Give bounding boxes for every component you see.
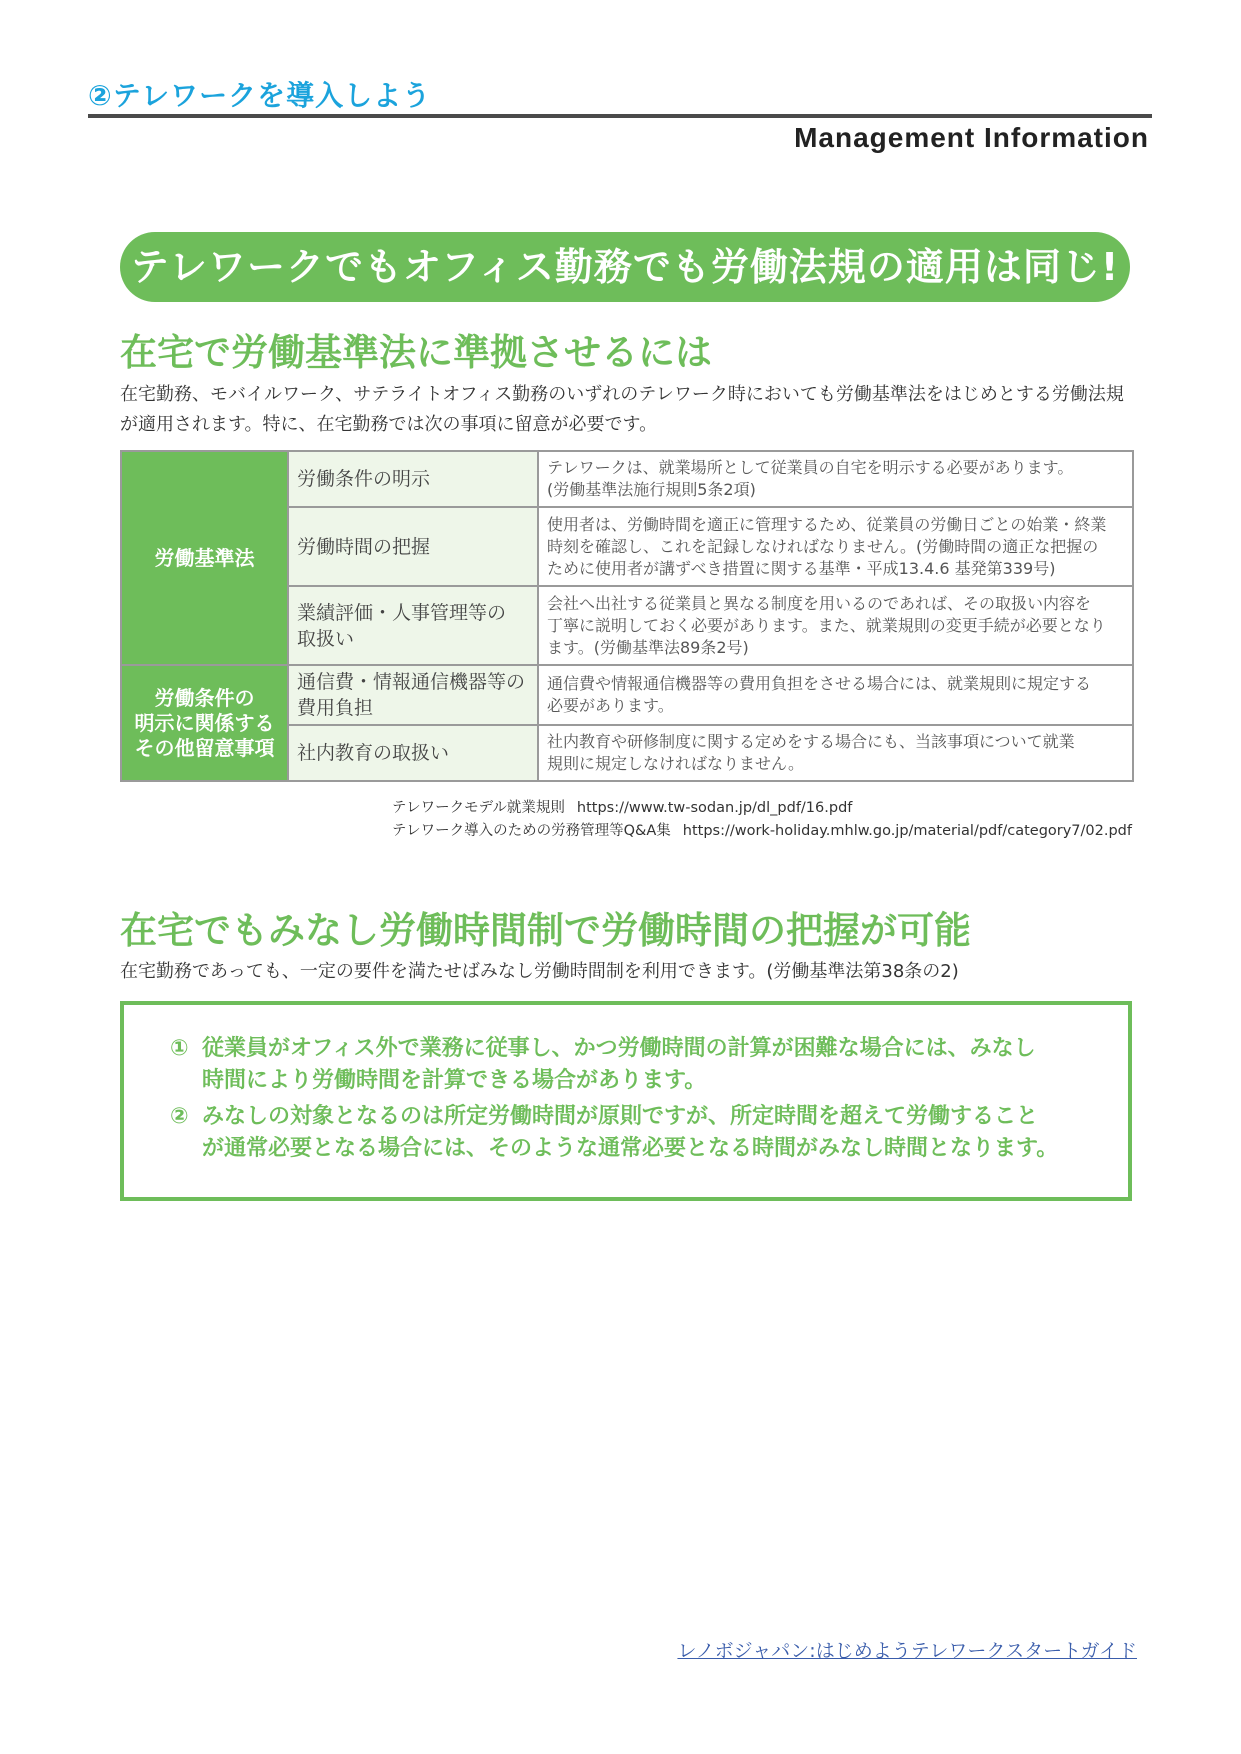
description-line: ます。(労働基準法89条2号) [547, 637, 749, 657]
lead-line: 在宅勤務、モバイルワーク、サテライトオフィス勤務のいずれのテレワーク時においても労働基準法をはじめとする労働法規 [120, 384, 1124, 405]
description-line: 必要があります。 [547, 696, 674, 715]
item-cell [288, 665, 538, 725]
labor-rules-table [120, 450, 1134, 782]
note-line: が通常必要となる場合には、そのような通常必要となる時間がみなし時間となります。 [202, 1136, 1059, 1161]
description-line: 丁寧に説明しておく必要があります。また、就業規則の変更手続が必要となり [547, 615, 1106, 635]
table-row [121, 451, 1133, 507]
item-cell: 労働条件の明示 [288, 451, 538, 507]
description-line: 会社へ出社する従業員と異なる制度を用いるのであれば、その取扱い内容を [547, 593, 1092, 613]
note-number: ① [170, 1036, 189, 1061]
description-line: テレワークは、就業場所として従業員の自宅を明示する必要があります。 [547, 458, 1074, 477]
item-line: 業績評価・人事管理等の [297, 601, 507, 624]
note-line: 時間により労働時間を計算できる場合があります。 [202, 1068, 707, 1093]
table-row [121, 665, 1133, 725]
description-line: 使用者は、労働時間を適正に管理するため、従業員の労働日ごとの始業・終業 [547, 514, 1107, 534]
note-line: みなしの対象となるのは所定労働時間が原則ですが、所定時間を超えて労働すること [202, 1104, 1039, 1129]
section1-lead [120, 380, 1130, 440]
item-cell: 社内教育の取扱い [288, 725, 538, 781]
description-line: 時刻を確認し、これを記録しなければなりません。(労働時間の適正な把握の [547, 536, 1099, 556]
footer-guide-link[interactable]: レノボジャパン:はじめようテレワークスタートガイド [677, 1640, 1137, 1662]
description-cell [538, 507, 1133, 586]
reference-title: テレワークモデル就業規則 [391, 800, 565, 816]
section2-heading: 在宅でもみなし労働時間制で労働時間の把握が可能 [120, 909, 971, 952]
description-line: ために使用者が講ずべき措置に関する基準・平成13.4.6 基発第339号) [547, 558, 1056, 578]
note-item [170, 1101, 1090, 1165]
category-line: その他留意事項 [134, 735, 275, 760]
reference-url[interactable]: https://www.tw-sodan.jp/dl_pdf/16.pdf [576, 800, 853, 816]
description-line: 規則に規定しなければなりません。 [547, 754, 804, 773]
reference-item [392, 797, 1132, 820]
lead-line: が適用されます。特に、在宅勤務では次の事項に留意が必要です。 [120, 414, 658, 435]
description-cell [538, 586, 1133, 665]
title-banner: テレワークでもオフィス勤務でも労働法規の適用は同じ! [120, 232, 1130, 302]
management-information-label: Management Information [794, 122, 1149, 153]
description-line: (労働基準法施行規則5条2項) [547, 480, 756, 499]
category-cell [121, 665, 288, 781]
item-cell [288, 586, 538, 665]
deemed-hours-note-box [120, 1001, 1132, 1201]
note-line: 従業員がオフィス外で業務に従事し、かつ労働時間の計算が困難な場合には、みなし [202, 1036, 1036, 1061]
item-cell: 労働時間の把握 [288, 507, 538, 586]
section1-heading: 在宅で労働基準法に準拠させるには [120, 331, 712, 374]
description-cell [538, 725, 1133, 781]
category-line: 労働条件の [154, 685, 255, 710]
category-cell: 労働基準法 [121, 451, 288, 665]
description-cell [538, 451, 1133, 507]
note-number: ② [170, 1104, 189, 1129]
reference-url[interactable]: https://work-holiday.mhlw.go.jp/material/pdf/category7/02.pdf [682, 823, 1132, 839]
item-line: 通信費・情報通信機器等の [297, 671, 526, 693]
reference-title: テレワーク導入のための労務管理等Q&A集 [391, 823, 671, 839]
description-line: 社内教育や研修制度に関する定めをする場合にも、当該事項について就業 [547, 732, 1075, 751]
references [392, 797, 1132, 843]
description-cell [538, 665, 1133, 725]
header-divider [88, 114, 1152, 118]
section-label: ②テレワークを導入しよう [88, 79, 432, 112]
item-line: 取扱い [297, 627, 355, 650]
section2-lead: 在宅勤務であっても、一定の要件を満たせばみなし労働時間制を利用できます。(労働基準法第38条の2) [120, 961, 959, 982]
category-line: 明示に関係する [134, 710, 275, 735]
note-item [170, 1033, 1090, 1097]
reference-item [392, 820, 1132, 843]
description-line: 通信費や情報通信機器等の費用負担をさせる場合には、就業規則に規定する [547, 674, 1092, 693]
item-line: 費用負担 [297, 697, 374, 719]
